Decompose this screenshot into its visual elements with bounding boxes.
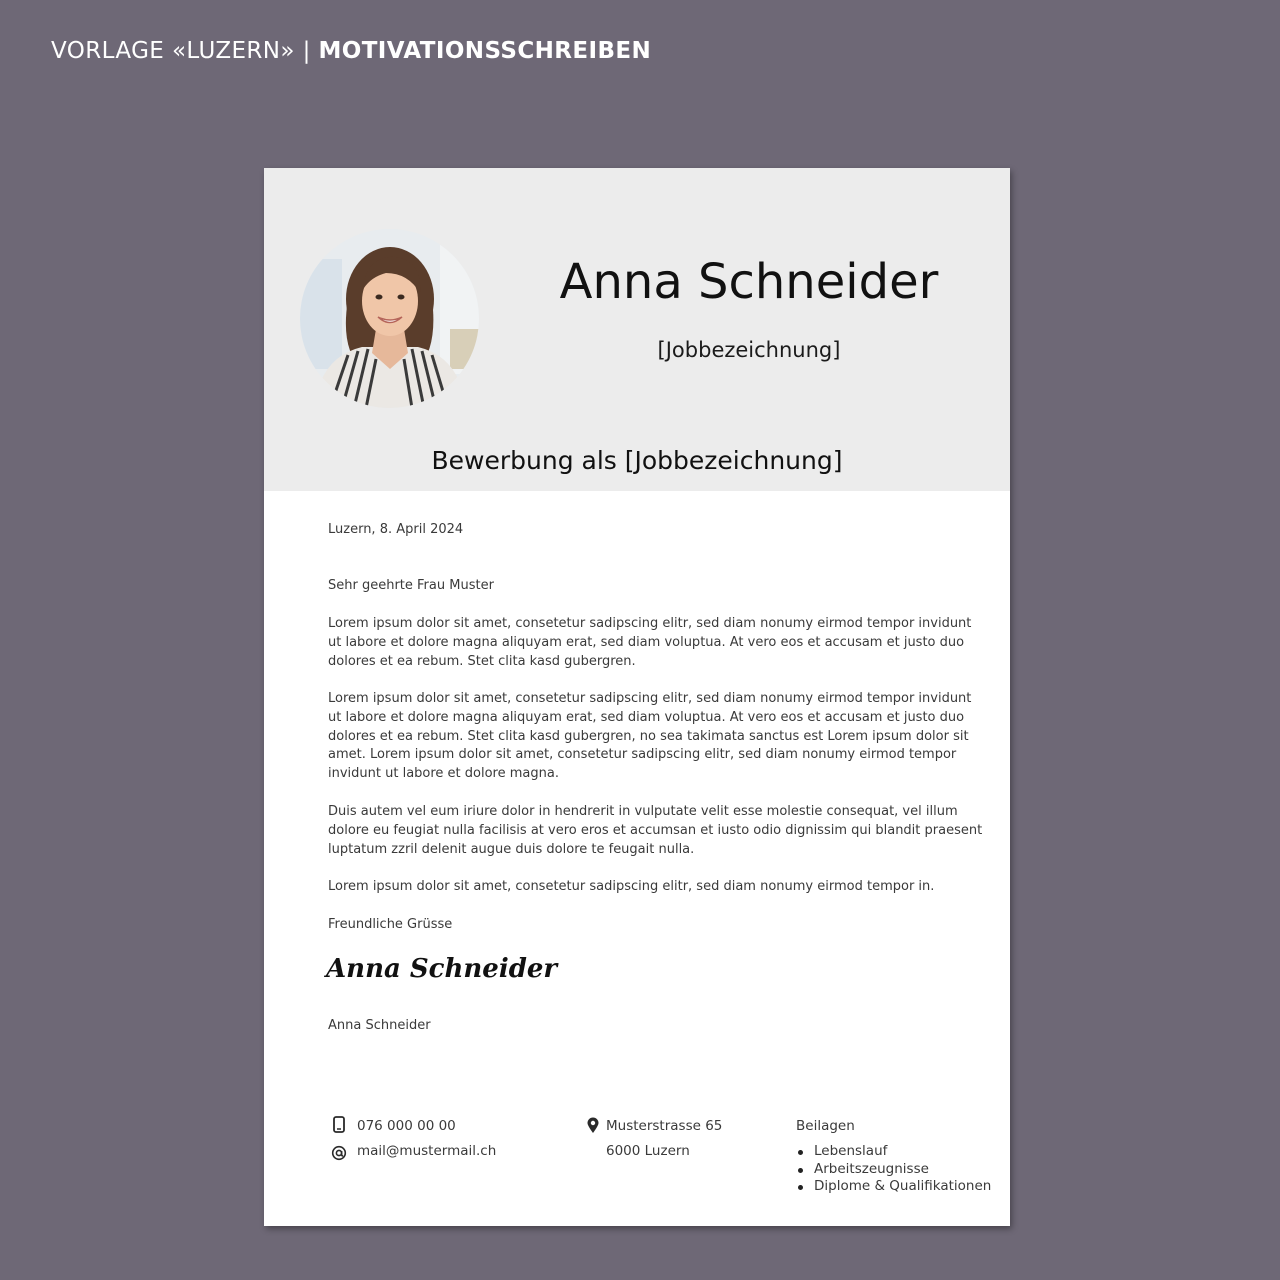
place-date: Luzern, 8. April 2024 bbox=[328, 522, 464, 537]
city-address: 6000 Luzern bbox=[606, 1143, 690, 1159]
paragraph-line: dolore eu feugiat nulla facilisis at vero eros et accumsan et iusto odio dignissim qui blandit praesent bbox=[328, 822, 983, 838]
attachment-item: Diplome & Qualifikationen bbox=[796, 1178, 991, 1196]
job-title: [Jobbezeichnung] bbox=[657, 338, 841, 362]
attachments-heading: Beilagen bbox=[796, 1118, 855, 1134]
paragraph-2 bbox=[328, 690, 971, 784]
paragraph-line: luptatum zzril delenit augue duis dolore te feugait nulla. bbox=[328, 841, 695, 857]
applicant-name: Anna Schneider bbox=[559, 254, 939, 310]
paragraph-1 bbox=[328, 615, 971, 671]
closing: Freundliche Grüsse bbox=[328, 917, 453, 932]
at-icon bbox=[331, 1145, 347, 1165]
letter-page bbox=[264, 168, 1010, 1226]
salutation: Sehr geehrte Frau Muster bbox=[328, 578, 494, 593]
phone-number: 076 000 00 00 bbox=[357, 1118, 456, 1134]
paragraph-line: ut labore et dolore magna aliquyam erat, sed diam voluptua. At vero eos et accusam et justo duo bbox=[328, 709, 965, 725]
paragraph-4 bbox=[328, 878, 934, 897]
paragraph-line: dolores et ea rebum. Stet clita kasd gubergren, no sea takimata sanctus est Lorem ipsum dolor sit bbox=[328, 728, 969, 744]
paragraph-line: Duis autem vel eum iriure dolor in hendrerit in vulputate velit esse molestie consequat, vel illum bbox=[328, 804, 958, 819]
paragraph-line: invidunt ut labore et dolore magna. bbox=[328, 766, 559, 782]
application-title: Bewerbung als [Jobbezeichnung] bbox=[431, 446, 843, 475]
paragraph-line: Lorem ipsum dolor sit amet, consetetur sadipscing elitr, sed diam nonumy eirmod tempor invidunt bbox=[328, 691, 972, 706]
paragraph-line: Lorem ipsum dolor sit amet, consetetur sadipscing elitr, sed diam nonumy eirmod tempor invidunt bbox=[328, 616, 972, 631]
handwritten-signature: Anna Schneider bbox=[326, 954, 558, 984]
street-address: Musterstrasse 65 bbox=[606, 1118, 723, 1134]
paragraph-line: Lorem ipsum dolor sit amet, consetetur sadipscing elitr, sed diam nonumy eirmod tempor in. bbox=[328, 879, 935, 894]
attachment-item: Arbeitszeugnisse bbox=[796, 1161, 991, 1179]
document-type: MOTIVATIONSSCHREIBEN bbox=[318, 38, 652, 64]
paragraph-3 bbox=[328, 803, 982, 859]
profile-photo bbox=[300, 229, 479, 408]
phone-icon bbox=[333, 1116, 345, 1137]
attachment-item: Lebenslauf bbox=[796, 1143, 991, 1161]
paragraph-line: dolores et ea rebum. Stet clita kasd gubergren. bbox=[328, 653, 636, 669]
paragraph-line: amet. Lorem ipsum dolor sit amet, consetetur sadipscing elitr, sed diam nonumy eirmod tempor bbox=[328, 747, 957, 763]
template-heading bbox=[51, 38, 651, 64]
signed-name: Anna Schneider bbox=[328, 1018, 431, 1033]
location-pin-icon bbox=[587, 1117, 599, 1138]
attachments-list bbox=[796, 1143, 991, 1196]
email-address: mail@mustermail.ch bbox=[357, 1143, 497, 1159]
paragraph-line: ut labore et dolore magna aliquyam erat, sed diam voluptua. At vero eos et accusam et justo duo bbox=[328, 634, 965, 650]
template-prefix: VORLAGE «LUZERN» | bbox=[51, 38, 319, 64]
portrait-illustration bbox=[300, 229, 479, 408]
